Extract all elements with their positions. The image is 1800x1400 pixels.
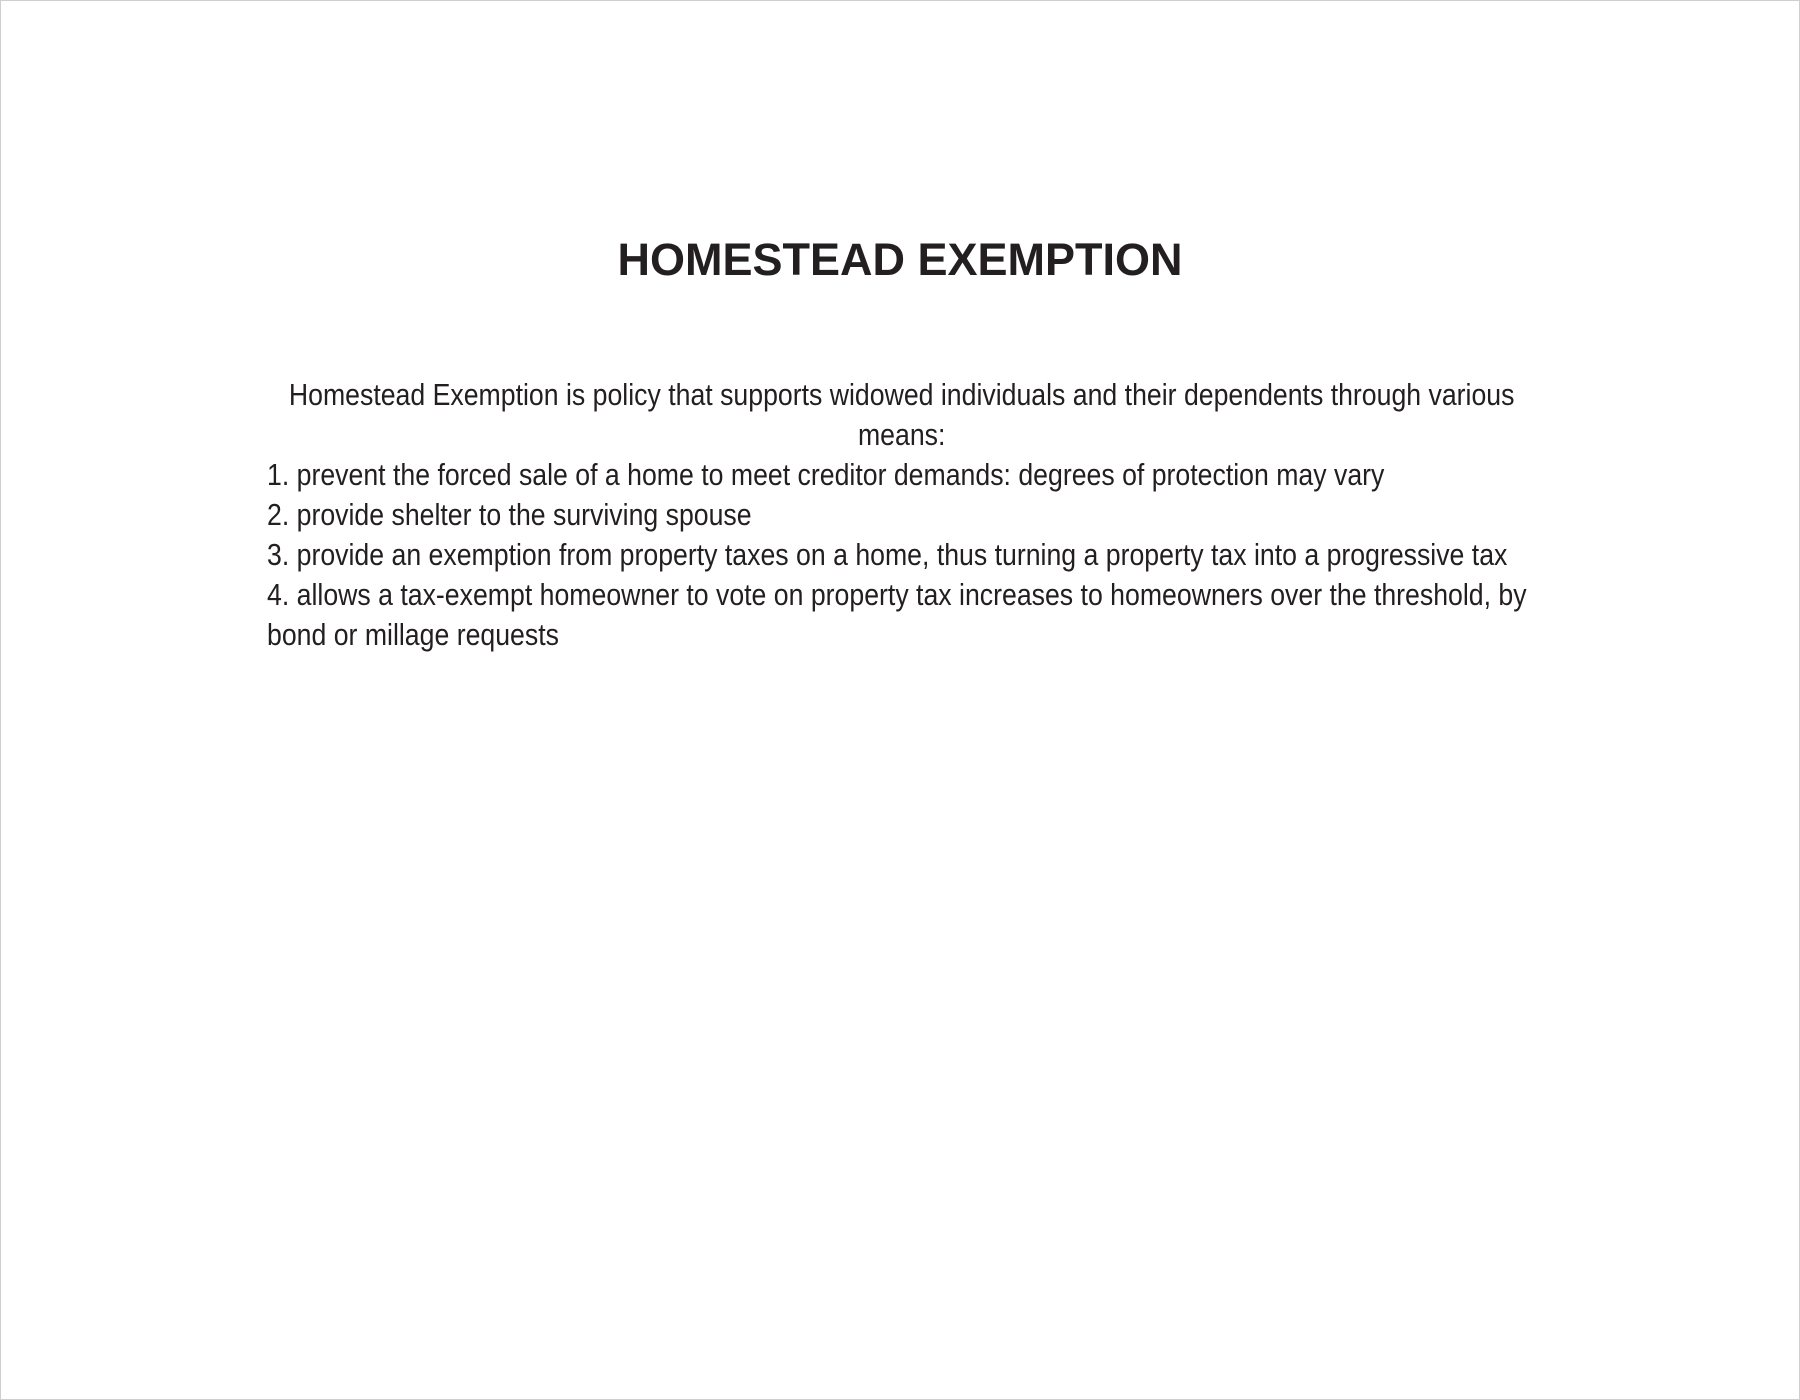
intro-paragraph: Homestead Exemption is policy that supports widowed individuals and their dependents through various means: [288, 377, 1515, 452]
page-title: HOMESTEAD EXEMPTION [617, 234, 1183, 285]
document-body [267, 375, 1527, 655]
list-item: 4. allows a tax-exempt homeowner to vote on property tax increases to homeowners over the threshold, by bond or millage requests [267, 577, 1527, 652]
list-item: 2. provide shelter to the surviving spouse [267, 497, 752, 532]
list-item: 1. prevent the forced sale of a home to meet creditor demands: degrees of protection may vary [267, 457, 1385, 492]
list-item: 3. provide an exemption from property taxes on a home, thus turning a property tax into a progressive tax [267, 537, 1508, 572]
